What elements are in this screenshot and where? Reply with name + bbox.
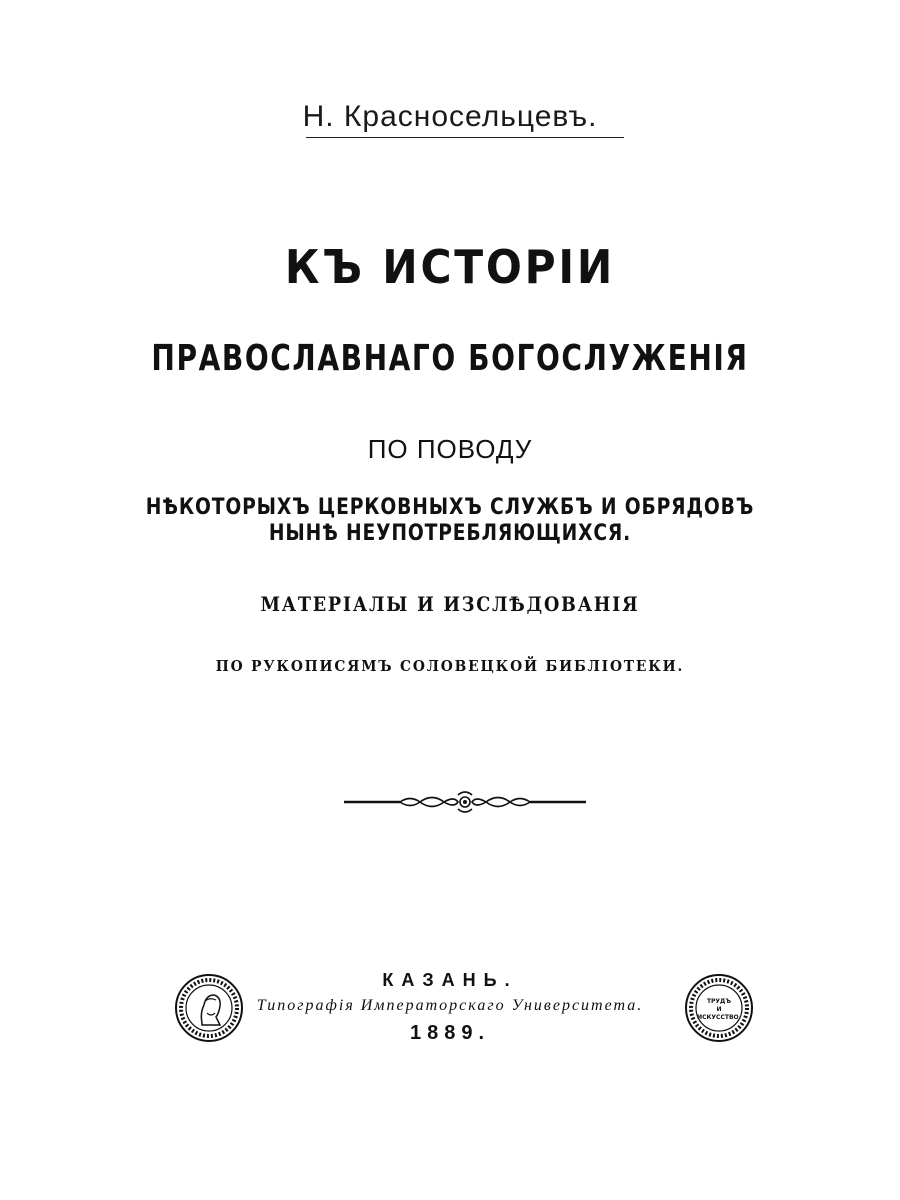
subtitle-line-2b: НЫНѢ НЕУПОТРЕБЛЯЮЩИХСЯ. [268, 521, 632, 546]
seal-text-line-1: ТРУДЪ [706, 998, 732, 1005]
seal-text-line-2: И [716, 1006, 722, 1013]
imprint-city: КАЗАНЬ. [382, 970, 518, 990]
imprint-year: 1889. [409, 1022, 491, 1044]
subtitle-line-4: ПО РУКОПИСЯМЪ СОЛОВЕЦКОЙ БИБЛІОТЕКИ. [215, 657, 685, 675]
subtitle-line-1: ПО ПОВОДУ [367, 434, 533, 464]
press-seal-icon [684, 973, 754, 1043]
book-title-line-1: КЪ ИСТОРІИ [284, 240, 616, 294]
subtitle-line-2 [68, 495, 833, 547]
author-underline [306, 137, 624, 138]
seal-text-line-3: ИСКУССТВО. [697, 1014, 741, 1021]
decorative-divider-icon [340, 787, 590, 817]
book-title-line-2: ПРАВОСЛАВНАГО БОГОСЛУЖЕНІЯ [151, 338, 749, 379]
imprint-press: Типографія Императорскаго Университета. [256, 997, 644, 1014]
subtitle-line-2a: НѢКОТОРЫХЪ ЦЕРКОВНЫХЪ СЛУЖБЪ И ОБРЯДОВЪ [145, 495, 755, 520]
subtitle-line-3: МАТЕРІАЛЫ И ИЗСЛѢДОВАНІЯ [260, 592, 640, 616]
portrait-medallion-icon [174, 973, 244, 1043]
author-name: Н. Красносельцевъ. [302, 100, 598, 133]
